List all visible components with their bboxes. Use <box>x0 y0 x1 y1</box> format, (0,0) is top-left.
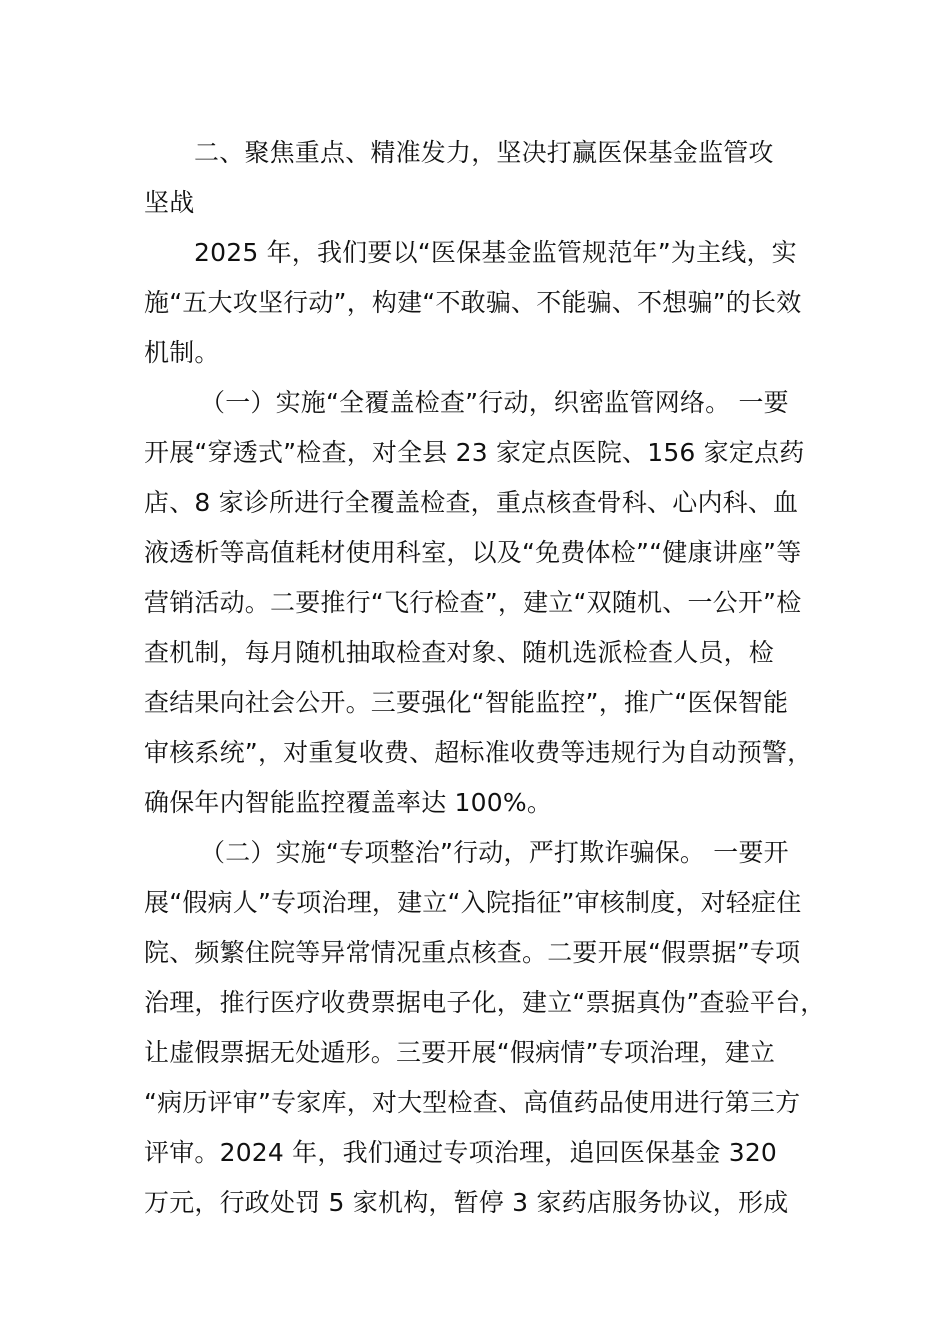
paragraph-line: 2025 年，我们要以“医保基金监管规范年”为主线，实 <box>194 238 797 267</box>
paragraph-line: 液透析等高值耗材使用科室，以及“免费体检”“健康讲座”等 <box>144 538 802 567</box>
subsection-2-paragraph <box>144 828 826 1228</box>
paragraph-line: 评审。2024 年，我们通过专项治理，追回医保基金 320 <box>144 1138 778 1167</box>
intro-paragraph <box>144 228 820 378</box>
paragraph-line: 机制。 <box>144 338 220 367</box>
paragraph-line: 确保年内智能监控覆盖率达 100%。 <box>144 788 553 817</box>
paragraph-line: 店、8 家诊所进行全覆盖检查，重点核查骨科、心内科、血 <box>144 488 799 517</box>
subsection-1-paragraph <box>144 378 820 828</box>
paragraph-line: （一）实施“全覆盖检查”行动，织密监管网络。 一要 <box>200 388 789 417</box>
paragraph-line: 展“假病人”专项治理，建立“入院指征”审核制度，对轻症住 <box>144 888 802 917</box>
paragraph-line: 治理，推行医疗收费票据电子化，建立“票据真伪”查验平台， <box>144 988 826 1017</box>
paragraph-line: 查结果向社会公开。三要强化“智能监控”，推广“医保智能 <box>144 688 789 717</box>
paragraph-line: 营销活动。二要推行“飞行检查”，建立“双随机、一公开”检 <box>144 588 802 617</box>
heading-line: 坚战 <box>144 188 195 217</box>
paragraph-line: （二）实施“专项整治”行动，严打欺诈骗保。 一要开 <box>200 838 789 867</box>
paragraph-line: 查机制，每月随机抽取检查对象、随机选派检查人员，检 <box>144 638 775 667</box>
paragraph-line: 院、频繁住院等异常情况重点核查。二要开展“假票据”专项 <box>144 938 801 967</box>
paragraph-line: 施“五大攻坚行动”，构建“不敢骗、不能骗、不想骗”的长效 <box>144 288 802 317</box>
heading-line: 二、聚焦重点、精准发力，坚决打赢医保基金监管攻 <box>194 138 774 167</box>
paragraph-line: 开展“穿透式”检查，对全县 23 家定点医院、156 家定点药 <box>144 438 805 467</box>
paragraph-line: “病历评审”专家库，对大型检查、高值药品使用进行第三方 <box>144 1088 801 1117</box>
paragraph-line: 审核系统”，对重复收费、超标准收费等违规行为自动预警， <box>144 738 813 767</box>
document-body <box>144 128 826 1228</box>
section-heading <box>144 128 820 228</box>
paragraph-line: 让虚假票据无处遁形。三要开展“假病情”专项治理，建立 <box>144 1038 776 1067</box>
paragraph-line: 万元，行政处罚 5 家机构，暂停 3 家药店服务协议，形成 <box>144 1188 789 1217</box>
